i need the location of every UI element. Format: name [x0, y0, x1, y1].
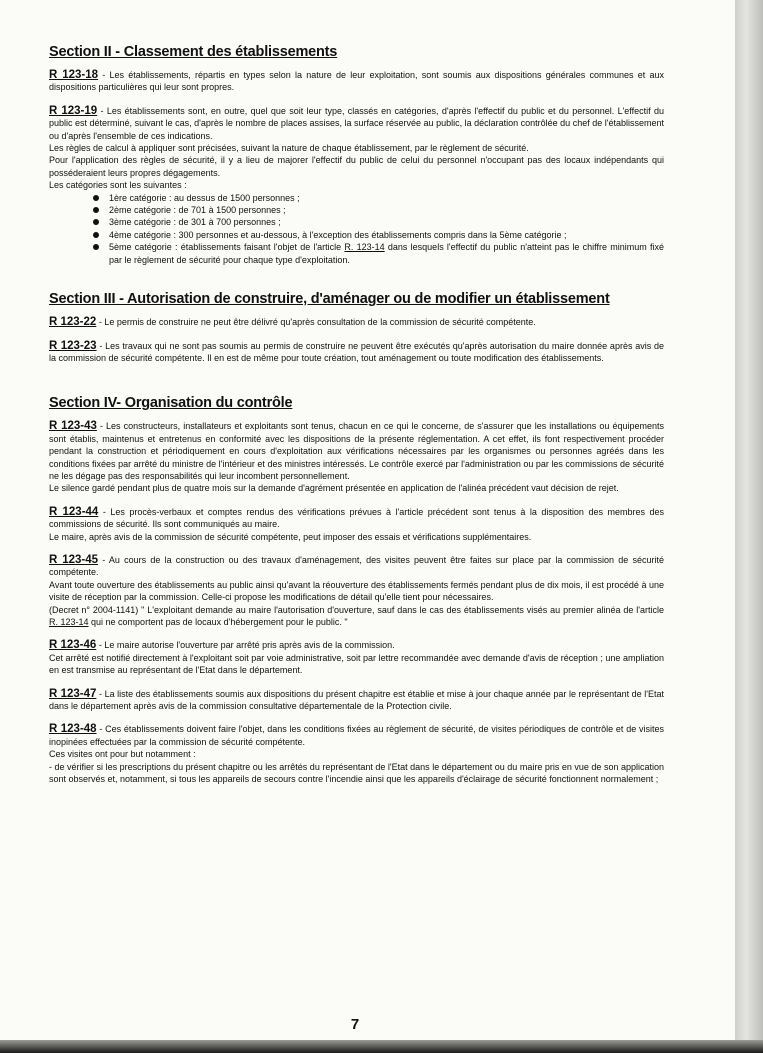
article-r123-19	[49, 105, 664, 266]
article-text: - Les travaux qui ne sont pas soumis au permis de construire ne peuvent être exécutés qu'après autorisation du maire donnée après avis de la commission de sécurité compétente. Il en est de même pour toute création, tout aménagement ou toute modification des établissements.	[49, 340, 664, 363]
article-r123-48	[49, 723, 664, 785]
section-ii-title: Section II - Classement des établissements	[49, 44, 338, 60]
article-ref: R 123-45	[49, 553, 99, 566]
article-text: - Les établissements, répartis en types selon la nature de leur exploitation, sont soumis aux dispositions générales communes et aux dispositions particulières qui leur sont propres.	[49, 70, 664, 93]
category-list	[49, 192, 664, 266]
section-iii-title: Section III - Autorisation de construire, d'aménager ou de modifier un établissement	[49, 291, 610, 308]
article-text: - Ces établissements doivent faire l'objet, dans les conditions fixées au règlement de sécurité, de visites périodiques de contrôle et de visites inopinées effectuées par la commission de sécurité compétente.	[49, 724, 664, 747]
article-text: - La liste des établissements soumis aux dispositions du présent chapitre est établie et mise à jour chaque année par le représentant de l'Etat dans le département après avis de la commission consultative départementale de la Protection civile.	[49, 688, 665, 712]
list-item-text: dans lesquels l'effectif du public n'atteint pas le chiffre minimum fixé par le règlement de sécurité pour chaque type d'exploitation.	[109, 242, 664, 265]
paragraph-text: qui ne comportent pas de locaux d'hébergement pour le public. "	[88, 617, 348, 627]
article-ref: R 123-18	[49, 69, 99, 81]
article-ref: R 123-48	[49, 723, 97, 736]
paragraph: Les règles de calcul à appliquer sont précisées, suivant la nature de chaque établissement, par le règlement de sécurité.	[49, 143, 529, 154]
list-item: 3ème catégorie : de 301 à 700 personnes ;	[93, 216, 664, 228]
article-text: - Au cours de la construction ou des travaux d'aménagement, des visites peuvent être faites sur place par la commission de sécurité compétente.	[49, 554, 664, 578]
article-r123-22	[49, 316, 664, 328]
article-ref: R 123-23	[49, 339, 97, 352]
article-text: - Les établissements sont, en outre, quel que soit leur type, classés en catégories, d'après l'effectif du public et du personnel. L'effectif du public est déterminé, suivant le cas, d'après le nombre de places assises, la surface réservée au public, la déclaration contrôlée du chef de l'établissement ou d'après l'ensemble de ces indications.	[49, 105, 664, 141]
paragraph: Le silence gardé pendant plus de quatre mois sur la demande d'agrément présentée en application de l'alinéa précédent vaut décision de rejet.	[49, 483, 619, 494]
article-text: - Le permis de construire ne peut être délivré qu'après consultation de la commission de sécurité compétente.	[96, 317, 536, 328]
paragraph: - de vérifier si les prescriptions du présent chapitre ou les arrêtés du représentant de l'Etat dans le département ou du maire pris en vue de son application sont observés et, notamment, si tous les appareils de secours contre l'incendie ainsi que les appareils d'éclairage de sécurité fonctionnent normalement ;	[49, 761, 664, 785]
article-r123-47	[49, 688, 664, 713]
article-r123-44	[49, 506, 664, 543]
paragraph: Ces visites ont pour but notamment :	[49, 749, 196, 760]
article-ref: R 123-19	[49, 104, 98, 117]
article-text: - Les procès-verbaux et comptes rendus des vérifications prévues à l'article précédent sont tenus à la disposition des membres des commissions de sécurité. Ils sont communiqués au maire.	[49, 506, 664, 530]
page-content	[49, 44, 664, 796]
article-ref: R 123-47	[49, 687, 97, 700]
paragraph-text: (Decret n° 2004-1141) " L'exploitant demande au maire l'autorisation d'ouverture, sauf dans le cas des établissements visés au premier alinéa de l'article	[49, 604, 664, 615]
list-item	[93, 241, 664, 266]
list-item: 4ème catégorie : 300 personnes et au-dessous, à l'exception des établissements compris dans la 5ème catégorie ;	[93, 229, 664, 241]
paragraph: Les catégories sont les suivantes :	[49, 180, 187, 191]
article-r123-46	[49, 639, 664, 676]
page-number: 7	[350, 1016, 360, 1033]
article-r123-23	[49, 340, 664, 365]
paragraph: Le maire, après avis de la commission de sécurité compétente, peut imposer des essais et vérifications supplémentaires.	[49, 531, 532, 542]
scan-border	[0, 1040, 763, 1053]
article-ref: R 123-22	[49, 316, 97, 329]
page-edge	[735, 0, 763, 1053]
list-item-text: 5ème catégorie : établissements faisant l'objet de l'article	[109, 242, 345, 253]
paragraph: Avant toute ouverture des établissements au public ainsi qu'avant la réouverture des établissements fermés pendant plus de dix mois, il est procédé à une visite de réception par la commission. Celle-ci propose les modifications de détail qu'elle tient pour nécessaires.	[49, 579, 664, 603]
article-r123-43	[49, 420, 664, 494]
article-text: - Les constructeurs, installateurs et exploitants sont tenus, chacun en ce qui le concerne, de s'assurer que les installations ou équipements sont établis, maintenus et entretenus en conformité avec les dispositions de la présente réglementation. A cet effet, ils font respectivement procéder pendant la construction et périodiquement en cours d'exploitation aux vérifications nécessaires par les organismes ou personnes agréés dans les conditions fixées par arrêté du ministre de l'intérieur et des ministres intéressés. Le contrôle exercé par l'administration ou par les commissions de sécurité ne les dégage pas des responsabilités qui leur incombent personnellement.	[49, 421, 664, 481]
article-text: - Le maire autorise l'ouverture par arrêté pris après avis de la commission.	[96, 640, 395, 651]
article-link[interactable]: R. 123-14	[344, 242, 385, 253]
article-ref: R 123-43	[49, 420, 97, 433]
article-ref: R 123-44	[49, 505, 99, 518]
article-r123-45	[49, 554, 664, 628]
list-item: 2ème catégorie : de 701 à 1500 personnes ;	[93, 204, 664, 216]
article-link[interactable]: R. 123-14	[49, 617, 89, 627]
section-iv-title: Section IV- Organisation du contrôle	[49, 395, 293, 412]
paragraph: Pour l'application des règles de sécurité, il y a lieu de majorer l'effectif du public de celui du personnel n'occupant pas des locaux indépendants qui posséderaient leurs propres dégagements.	[49, 155, 664, 178]
paragraph: Cet arrêté est notifié directement à l'exploitant soit par voie administrative, soit par lettre recommandée avec demande d'avis de réception ; une ampliation en est transmise au représentant de l'Etat dans le département.	[49, 652, 664, 676]
list-item: 1ère catégorie : au dessus de 1500 personnes ;	[93, 192, 664, 204]
article-ref: R 123-46	[49, 639, 97, 652]
paragraph	[49, 604, 664, 629]
article-r123-18	[49, 69, 664, 94]
